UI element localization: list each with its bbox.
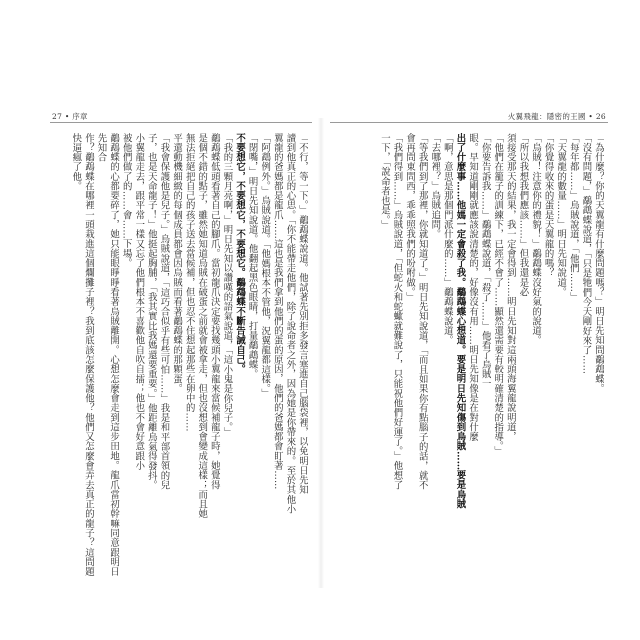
right-page-text — [336, 133, 604, 579]
right-page-column: 「每年都……」烏賊說道，「他們……」 — [567, 133, 579, 302]
left-page-column: 無法拒絕把自己的孩子送去當候補，但也忍不住想起那些在卵中的…… — [183, 133, 195, 432]
right-page-column: 會再問東問西，乖乖照我們的吩咐做。」 — [404, 133, 416, 302]
right-page-column: 「他們在籠子的訓練下，已經不會了……顯然還需要有較明確清楚的指導。」 — [492, 133, 504, 457]
left-page-column: 被他們做了的……會……下場。 — [120, 133, 132, 268]
left-page-column: 小翼龍走去，跟平常一樣又忘了他們根本不喜歡他自吹自擂；他也不會好意跟小 — [133, 133, 145, 471]
left-page-column: 「阿鵡例外。」烏賊說道。「他媽根本不管他，況翼龍都這樣。」 — [259, 133, 271, 399]
right-page-column: 出了什麼事……他媽一定會殺了我。鷸鵡蝶心想道。要是明日先知傷到烏賊……要是烏賊 — [454, 133, 466, 509]
right-page-column: 「天翼龍的數量……」明日先知說道。 — [555, 133, 567, 297]
left-page-column: 是個不錯的點子，雖然她知道烏賊在破蛋之前就會被拿走，但也沒想到會變成這樣；而且她 — [196, 133, 208, 519]
right-page-column: 「所以我想我們應該……」但我還是必 — [517, 133, 529, 297]
left-page-column: 作？鷸鵡蝶在哪裡一頭栽進這個爛攤子裡？我到底該怎麼保護他？他們又怎麼會弄去真正的龍子？這問題快逼瘋了他。 — [70, 133, 94, 577]
left-page-column: 「我的三顆月亮啊，」明日先知以讚嘆的語氣說道，「這小鬼是你兒子。」 — [221, 133, 233, 438]
right-page-column: 「啊，意思是那個門派什麼的……」鷸鵡蝶說道。 — [441, 133, 453, 346]
right-page-column: 「等我們到了那裡，你就知道了。」明日先知說道，「而且如果你有點腦子的話，就不 — [416, 133, 428, 490]
left-header-rule — [50, 122, 312, 123]
left-page-column: 讀到他真正的心思。「你不能帶走他們，除了說命者之外，因為她是你帶來的。至於其他小 — [284, 133, 296, 514]
right-page-column: 須接受那天的結果，我一定會得到……明日先知對這兩頭海翼龍說明道， — [504, 133, 516, 442]
left-page-column: 子，也是天命龍子！」他挺起胸脯，「我其實比我媽還要重要。」他距離烏氣得發抖。 — [145, 133, 157, 490]
right-page-column: 「為什麼？你的天翼龍有什麼問題嗎？」明日先知問鷸鵡蝶。 — [593, 133, 604, 394]
right-page-column: 「你覺得收來的蛋是天翼龍的嗎？ — [542, 133, 554, 278]
right-page-column: 「去哪裡？」烏賊追問。 — [429, 133, 441, 240]
right-page-column: 「烏賊！注意你的禮貌！」鷸鵡蝶沒好氣的說道。 — [530, 133, 542, 346]
left-page-column: 鷸鵡蝶的心都要碎了，她只能眼睜睜看著烏賊離開。心想怎麼會走到這步田地。龍爪當初幹嘛同意跟明日先知合 — [95, 133, 120, 577]
left-page-column: 平還動機細緻的每個成員都會因烏賊而看著鷸鵡蝶的那顆蛋。 — [171, 133, 183, 394]
right-page-column: 「我們得到……」烏賊說道，「但蛇火和蛇蠍就難說了，只能祝他們好運了。」他想了 — [391, 133, 403, 490]
book-gutter — [318, 118, 324, 588]
left-page-folio: 27 • 序章 — [52, 112, 88, 121]
left-page-column: 「我會保護他是兒子。」烏賊說道，「這巧合似乎有些可怕……」我是和平部首領的兒 — [158, 133, 170, 490]
right-page-folio: 火翼飛龍：隱密的王國 • 26 — [507, 112, 606, 121]
right-page-column: 「沒有問題，」鷸鵡蝶說道，「只是牠們今天剛好來了…… — [580, 133, 592, 375]
left-page-column: 鷸鵡蝶低頭看著自己的腳爪。當初龍爪決定要找幾頭小翼龍來當候補龍子時，她覺得 — [208, 133, 220, 490]
right-page-column: 「你要告訴我……」鷸鵡蝶說道，「殺了……」他看了烏賊一 — [479, 133, 491, 389]
left-page-text — [52, 133, 308, 579]
right-page-column: 眼。早知道剛剛就應該說清楚的，好像沒有用……明日先知像是在對什麼 — [467, 133, 479, 442]
left-page-column: 不要想它，不要想它，不要想它。鷸鵡蝶不斷告誡自己。 — [234, 133, 246, 374]
right-header-rule — [330, 122, 608, 123]
left-page-column: 「閉嘴，」明日先知說道。他翻起黑色眼睛，打量鷸鵡蝶。 — [246, 133, 258, 379]
left-page-column: 「不行，等一下。」鷸鵡蝶說道。他試著先別拒多發言塞進自己腦袋裡，以免明日先知 — [297, 133, 308, 495]
right-page-column: 一下，「說命者也是。」 — [378, 133, 390, 230]
left-page-column: 翼龍的爸媽都是龍爪……這也是我們拿到他們的蛋的原因，他們的爸媽都會盯著…… — [271, 133, 283, 490]
